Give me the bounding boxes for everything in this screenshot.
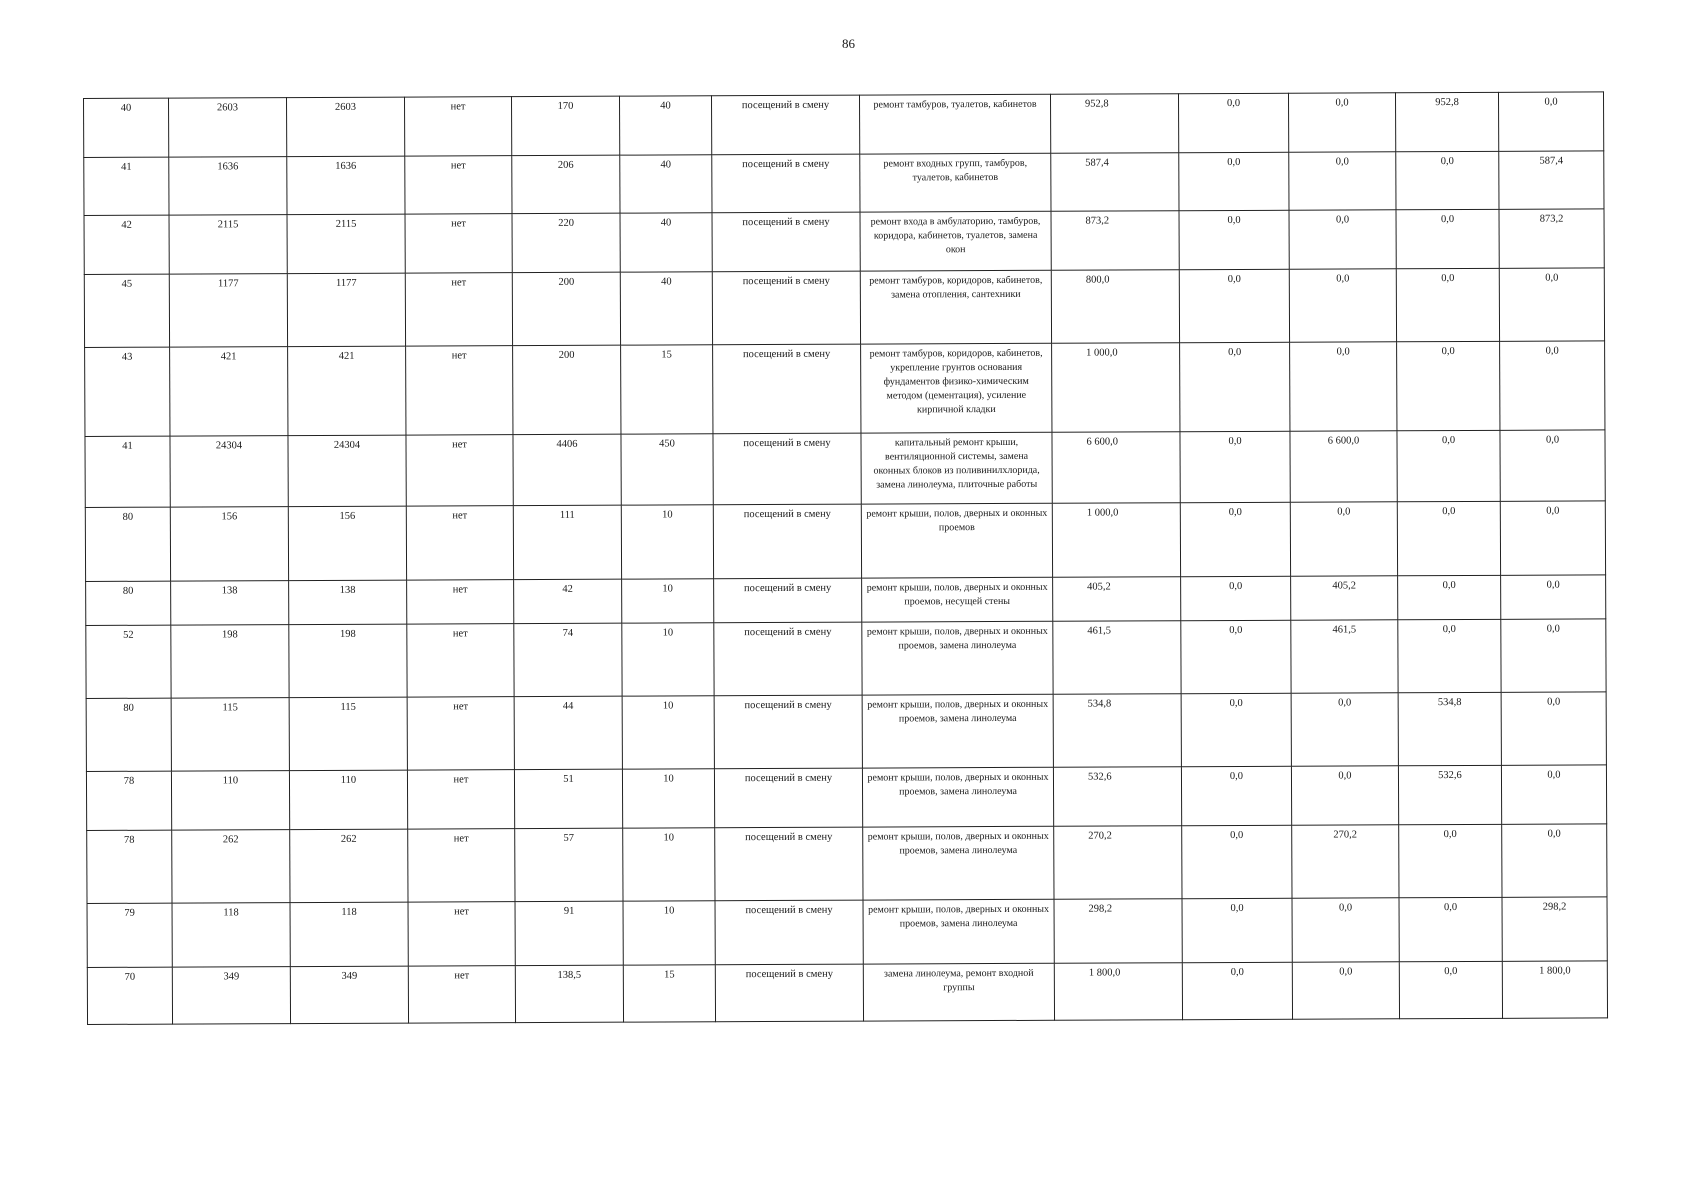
cell-col-6: 40 [620,272,712,345]
cell-col-13: 0,0 [1500,430,1605,501]
cell-col-1: 43 [85,347,170,436]
cell-col-13: 0,0 [1501,575,1606,619]
cell-col-10: 0,0 [1181,576,1291,620]
cell-col-12: 0,0 [1397,430,1500,501]
cell-col-12: 0,0 [1396,151,1499,209]
table-row [87,824,1607,904]
cell-col-11: 0,0 [1289,152,1396,210]
cell-col-8: ремонт крыши, полов, дверных и оконных проемов, замена линолеума [863,899,1054,964]
cell-col-9: 405,2 [1053,577,1181,622]
cell-col-10: 0,0 [1180,431,1290,502]
cell-col-8: ремонт крыши, полов, дверных и оконных проемов, замена линолеума [862,694,1053,768]
cell-col-6: 40 [619,96,711,155]
cell-col-11: 0,0 [1288,93,1395,152]
cell-col-4: нет [408,829,515,902]
cell-col-13: 0,0 [1502,824,1607,897]
table-row [84,268,1604,348]
table-row [85,341,1605,437]
cell-col-12: 0,0 [1399,961,1502,1018]
cell-col-7: посещений в смену [714,695,862,769]
table-row [87,961,1607,1025]
cell-col-7: посещений в смену [715,964,863,1022]
cell-col-2: 349 [172,967,290,1025]
cell-col-1: 40 [84,98,169,157]
cell-col-10: 0,0 [1179,269,1289,342]
cell-col-5: 51 [514,769,622,828]
cell-col-7: посещений в смену [715,827,863,901]
cell-col-8: ремонт входа в амбулаторию, тамбуров, коридора, кабинетов, туалетов, замена окон [860,211,1051,271]
cell-col-8: ремонт крыши, полов, дверных и оконных проемов [861,503,1052,578]
cell-col-3: 110 [289,770,407,830]
cell-col-8: ремонт тамбуров, коридоров, кабинетов, укрепление грунтов основания фундаментов физико-химическим методом (цементация), усиление кирпичной кладки [861,343,1052,433]
cell-col-8: капитальный ремонт крыши, вентиляционной системы, замена оконных блоков из поливинилхлорида, замена линолеума, плиточные работы [861,432,1052,504]
page-number: 86 [842,36,855,51]
cell-col-7: посещений в смену [713,433,861,505]
cell-col-7: посещений в смену [711,95,859,155]
cell-col-10: 0,0 [1178,93,1288,152]
cell-col-1: 78 [86,771,171,830]
cell-col-9: 952,8 [1050,94,1178,154]
table-row [86,619,1606,699]
cell-col-4: нет [407,580,514,624]
cell-col-3: 349 [290,966,408,1024]
table-row [86,765,1606,831]
cell-col-8: ремонт крыши, полов, дверных и оконных проемов, несущей стены [862,577,1053,622]
cell-col-12: 0,0 [1396,268,1499,341]
cell-col-4: нет [405,273,512,346]
cell-col-8: ремонт крыши, полов, дверных и оконных проемов, замена линолеума [863,826,1054,900]
cell-col-11: 0,0 [1291,766,1398,825]
cell-col-3: 115 [289,697,407,771]
cell-col-10: 0,0 [1182,898,1292,962]
cell-col-3: 198 [289,624,407,698]
cell-col-13: 298,2 [1502,897,1607,961]
cell-col-4: нет [407,624,514,697]
cell-col-7: посещений в смену [714,622,862,696]
cell-col-6: 450 [621,434,713,505]
cell-col-6: 40 [620,213,712,272]
cell-col-3: 1636 [287,156,405,215]
cell-col-5: 170 [511,96,619,155]
cell-col-8: ремонт крыши, полов, дверных и оконных проемов, замена линолеума [862,621,1053,695]
cell-col-7: посещений в смену [714,578,862,623]
table-row [84,151,1604,216]
cell-col-10: 0,0 [1180,342,1290,431]
cell-col-1: 78 [87,830,172,903]
cell-col-10: 0,0 [1182,825,1292,898]
cell-col-1: 70 [87,967,172,1024]
cell-col-5: 44 [514,696,622,769]
cell-col-12: 532,6 [1398,765,1501,824]
cell-col-2: 1636 [169,157,287,216]
cell-col-7: посещений в смену [712,154,860,213]
cell-col-5: 138,5 [515,965,623,1022]
cell-col-10: 0,0 [1181,693,1291,766]
cell-col-3: 262 [290,829,408,903]
table-row [84,92,1604,158]
cell-col-8: ремонт крыши, полов, дверных и оконных проемов, замена линолеума [862,767,1053,827]
cell-col-9: 6 600,0 [1052,432,1180,504]
cell-col-5: 220 [512,213,620,272]
cell-col-4: нет [406,506,513,580]
cell-col-11: 0,0 [1292,962,1399,1019]
cell-col-2: 138 [171,581,289,626]
cell-col-5: 91 [515,901,623,965]
cell-col-13: 587,4 [1499,151,1604,209]
cell-col-3: 2603 [287,97,405,157]
cell-col-13: 0,0 [1501,619,1606,692]
cell-col-9: 298,2 [1054,899,1182,964]
cell-col-13: 0,0 [1499,268,1604,341]
cell-col-1: 79 [87,903,172,967]
cell-col-12: 0,0 [1396,209,1499,268]
cell-col-3: 2115 [287,214,405,274]
cell-col-11: 0,0 [1292,898,1399,962]
cell-col-11: 0,0 [1290,342,1397,431]
cell-col-6: 10 [623,828,715,901]
cell-col-12: 0,0 [1397,341,1500,430]
cell-col-10: 0,0 [1181,620,1291,693]
cell-col-13: 0,0 [1501,765,1606,824]
cell-col-12: 0,0 [1397,501,1500,575]
cell-col-11: 270,2 [1292,825,1399,898]
cell-col-11: 405,2 [1291,576,1398,620]
table-row [86,692,1606,772]
cell-col-10: 0,0 [1179,210,1289,269]
cell-col-2: 2603 [169,98,287,158]
cell-col-9: 1 800,0 [1054,963,1182,1021]
cell-col-13: 873,2 [1499,209,1604,268]
cell-col-10: 0,0 [1180,502,1290,576]
cell-col-7: посещений в смену [714,768,862,828]
cell-col-5: 42 [514,579,622,623]
cell-col-13: 0,0 [1498,92,1603,151]
cell-col-2: 198 [171,625,289,699]
cell-col-5: 74 [514,623,622,696]
cell-col-2: 2115 [169,215,287,275]
cell-col-2: 1177 [169,274,287,348]
cell-col-11: 6 600,0 [1290,431,1397,502]
cell-col-7: посещений в смену [712,212,860,272]
cell-col-8: ремонт входных групп, тамбуров, туалетов, кабинетов [860,153,1051,212]
cell-col-3: 156 [288,506,406,581]
cell-col-13: 0,0 [1501,692,1606,765]
cell-col-1: 41 [85,436,170,507]
cell-col-1: 80 [85,507,170,581]
cell-col-10: 0,0 [1182,962,1292,1019]
cell-col-13: 0,0 [1500,501,1605,575]
cell-col-6: 10 [622,696,714,769]
cell-col-6: 10 [623,901,715,965]
cell-col-1: 45 [84,274,169,347]
cell-col-3: 138 [289,580,407,625]
cell-col-5: 200 [512,272,620,345]
cell-col-8: ремонт тамбуров, коридоров, кабинетов, замена отопления, сантехники [860,270,1051,344]
cell-col-12: 0,0 [1399,897,1502,961]
cell-col-4: нет [406,435,513,506]
cell-col-8: замена линолеума, ремонт входной группы [863,963,1054,1021]
cell-col-12: 952,8 [1395,92,1498,151]
table-row [87,897,1607,968]
cell-col-2: 156 [170,507,288,582]
cell-col-4: нет [407,697,514,770]
cell-col-6: 40 [620,155,712,213]
cell-col-9: 270,2 [1054,826,1182,900]
cell-col-9: 800,0 [1051,270,1179,344]
cell-col-11: 0,0 [1291,693,1398,766]
cell-col-6: 10 [622,623,714,696]
cell-col-2: 421 [170,347,288,437]
capital-repair-table [83,91,1608,1025]
cell-col-12: 0,0 [1399,824,1502,897]
cell-col-13: 1 800,0 [1502,961,1607,1018]
cell-col-2: 118 [172,903,290,968]
cell-col-9: 873,2 [1051,211,1179,271]
cell-col-9: 1 000,0 [1052,343,1180,433]
cell-col-6: 10 [622,579,714,623]
cell-col-4: нет [407,770,514,829]
cell-col-2: 110 [171,771,289,831]
cell-col-9: 534,8 [1053,694,1181,768]
cell-col-3: 24304 [288,435,406,507]
cell-col-12: 0,0 [1398,619,1501,692]
cell-col-5: 200 [513,345,621,434]
cell-col-2: 115 [171,698,289,772]
cell-col-9: 587,4 [1051,153,1179,212]
cell-col-10: 0,0 [1181,766,1291,825]
cell-col-11: 0,0 [1289,210,1396,269]
cell-col-1: 80 [86,581,171,625]
cell-col-4: нет [404,97,511,156]
cell-col-4: нет [405,156,512,214]
cell-col-10: 0,0 [1179,152,1289,210]
cell-col-12: 0,0 [1398,575,1501,619]
cell-col-6: 15 [623,965,715,1022]
cell-col-11: 0,0 [1289,269,1396,342]
cell-col-5: 206 [512,155,620,213]
cell-col-1: 52 [86,625,171,698]
table-row [85,501,1605,582]
cell-col-6: 10 [622,769,714,828]
cell-col-1: 42 [84,215,169,274]
table-row [86,575,1606,626]
cell-col-8: ремонт тамбуров, туалетов, кабинетов [859,94,1050,154]
cell-col-9: 461,5 [1053,621,1181,695]
cell-col-3: 1177 [287,273,405,347]
cell-col-6: 15 [621,345,713,434]
cell-col-9: 532,6 [1053,767,1181,827]
cell-col-6: 10 [621,505,713,579]
cell-col-3: 421 [288,346,406,436]
table-row [85,430,1605,508]
cell-col-1: 80 [86,698,171,771]
cell-col-11: 461,5 [1291,620,1398,693]
cell-col-1: 41 [84,157,169,215]
cell-col-7: посещений в смену [713,504,861,579]
cell-col-2: 262 [172,830,290,904]
cell-col-3: 118 [290,902,408,967]
cell-col-4: нет [408,902,515,966]
cell-col-7: посещений в смену [713,344,861,434]
cell-col-2: 24304 [170,436,288,508]
cell-col-11: 0,0 [1290,502,1397,576]
cell-col-13: 0,0 [1500,341,1605,430]
cell-col-4: нет [406,346,513,435]
cell-col-12: 534,8 [1398,692,1501,765]
cell-col-7: посещений в смену [712,271,860,345]
cell-col-4: нет [405,214,512,273]
cell-col-5: 4406 [513,434,621,505]
cell-col-7: посещений в смену [715,900,863,965]
cell-col-9: 1 000,0 [1052,503,1180,578]
table-row [84,209,1604,275]
cell-col-5: 57 [515,828,623,901]
cell-col-5: 111 [513,505,621,579]
cell-col-4: нет [408,966,515,1023]
